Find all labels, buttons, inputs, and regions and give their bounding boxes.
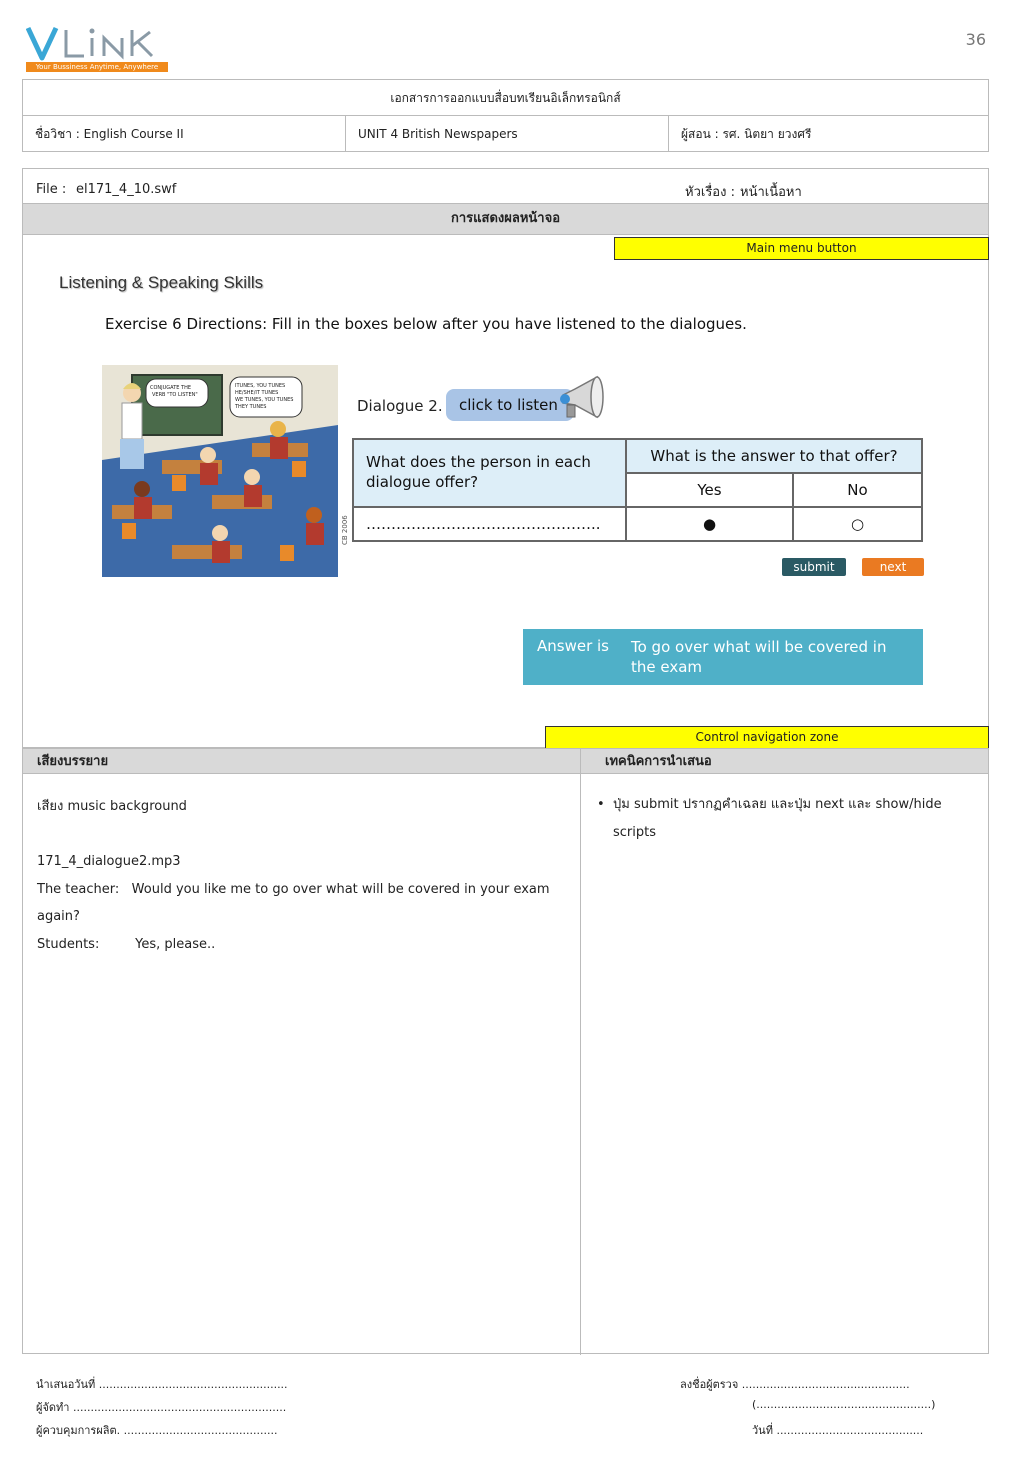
screen-band-title: การแสดงผลหน้าจอ — [23, 203, 988, 235]
section-title: Listening & Speaking Skills — [59, 273, 264, 292]
narration-technique-section — [22, 748, 989, 1354]
teacher-line-2: again? — [37, 909, 80, 924]
next-button[interactable]: next — [862, 558, 924, 576]
answer-label: Answer is — [537, 637, 609, 655]
file-name: el171_4_10.swf — [76, 182, 177, 197]
narration-bg-music: เสียง music background — [37, 799, 187, 814]
narration-header: เสียงบรรยาย — [37, 754, 109, 769]
megaphone-icon — [555, 373, 607, 425]
logo-tagline: Your Bussiness Anytime, Anywhere — [26, 62, 168, 72]
classroom-illustration — [102, 365, 338, 577]
file-label: File : — [36, 182, 67, 197]
submit-button[interactable]: submit — [782, 558, 846, 576]
vlink-logo-icon — [26, 22, 171, 62]
students-line: Yes, please.. — [135, 936, 216, 952]
svg-text:CONJUGATE THE: CONJUGATE THE — [150, 385, 191, 391]
instructor-value: รศ. นิตยา ยวงศรี — [722, 127, 812, 141]
instructor-cell — [669, 116, 989, 152]
page-number: 36 — [965, 30, 986, 49]
narration-audio-file: 171_4_dialogue2.mp3 — [37, 854, 181, 869]
document-title: เอกสารการออกแบบสื่อบทเรียนอิเล็กทรอนิกส์ — [23, 80, 988, 116]
teacher-label: The teacher: — [37, 881, 120, 897]
unit-cell: UNIT 4 British Newspapers — [358, 127, 518, 141]
speaker-icon[interactable] — [555, 373, 607, 425]
main-menu-zone: Main menu button — [614, 237, 989, 260]
document-header — [22, 79, 989, 152]
footer-controller: ผู้ควบคุมการผลิต. ............................................ — [36, 1424, 278, 1437]
subject-value: English Course II — [83, 127, 184, 141]
footer-reviewer-name: (..................................................) — [752, 1398, 936, 1411]
question-header: What does the person in each dialogue offer? — [354, 440, 627, 508]
instructor-label: ผู้สอน : — [681, 127, 719, 141]
exercise-directions: Exercise 6 Directions: Fill in the boxes below after you have listened to the dialogues. — [105, 315, 747, 333]
narration-students-line — [37, 931, 577, 959]
technique-header: เทคนิคการนำเสนอ — [605, 754, 712, 769]
classroom-illustration-image — [102, 365, 338, 577]
technique-bullet-1-text: ปุ่ม submit ปรากฏคำเฉลย และปุ่ม next และ show/hide — [613, 797, 942, 812]
exercise-table — [352, 438, 923, 542]
lower-band — [23, 749, 988, 774]
svg-text:HE/SHE/IT TUNES: HE/SHE/IT TUNES — [235, 390, 279, 396]
bullet-icon: • — [597, 797, 605, 812]
screen-display-section — [22, 168, 989, 748]
answer-text: To go over what will be covered in the exam — [631, 638, 887, 676]
technique-bullet-1-cont: scripts — [613, 824, 656, 840]
yes-radio[interactable]: ● — [627, 508, 794, 540]
dialogue-label: Dialogue 2. — [357, 397, 443, 415]
svg-text:ITUNES, YOU TUNES: ITUNES, YOU TUNES — [235, 383, 286, 389]
answer-box — [523, 629, 923, 685]
svg-text:VERB "TO LISTEN": VERB "TO LISTEN" — [152, 392, 198, 398]
answer-blank: ……………………………………….. — [354, 508, 627, 540]
teacher-line-1: Would you like me to go over what will be covered in your exam — [131, 881, 550, 897]
subject-cell — [23, 116, 346, 152]
svg-text:WE TUNES, YOU TUNES: WE TUNES, YOU TUNES — [235, 397, 294, 403]
no-header: No — [794, 474, 921, 508]
technique-bullet-1 — [597, 791, 977, 819]
topic-value: หน้าเนื้อหา — [740, 185, 802, 200]
control-navigation-zone: Control navigation zone — [545, 726, 989, 749]
footer-reviewer: ลงชื่อผู้ตรวจ ................................................ — [680, 1378, 910, 1391]
image-credit: CB 2006 — [341, 515, 349, 545]
footer-made-by: ผู้จัดทำ ............................................................. — [36, 1401, 287, 1414]
footer-date: วันที่ .......................................... — [752, 1424, 924, 1437]
narration-teacher-line — [37, 876, 577, 904]
answer-header: What is the answer to that offer? — [627, 440, 921, 474]
students-label: Students: — [37, 936, 100, 952]
file-row — [23, 169, 988, 203]
narration-text — [37, 793, 577, 958]
footer-presented: นำเสนอวันที่ ...................................................... — [36, 1378, 288, 1391]
subject-label: ชื่อวิชา : — [35, 127, 80, 141]
click-to-listen-button[interactable]: click to listen — [446, 389, 574, 421]
topic-label: หัวเรื่อง : — [685, 185, 735, 200]
no-radio[interactable]: ○ — [850, 515, 865, 533]
svg-text:THEY TUNES: THEY TUNES — [235, 404, 267, 410]
technique-text — [597, 791, 977, 846]
yes-header: Yes — [627, 474, 794, 508]
